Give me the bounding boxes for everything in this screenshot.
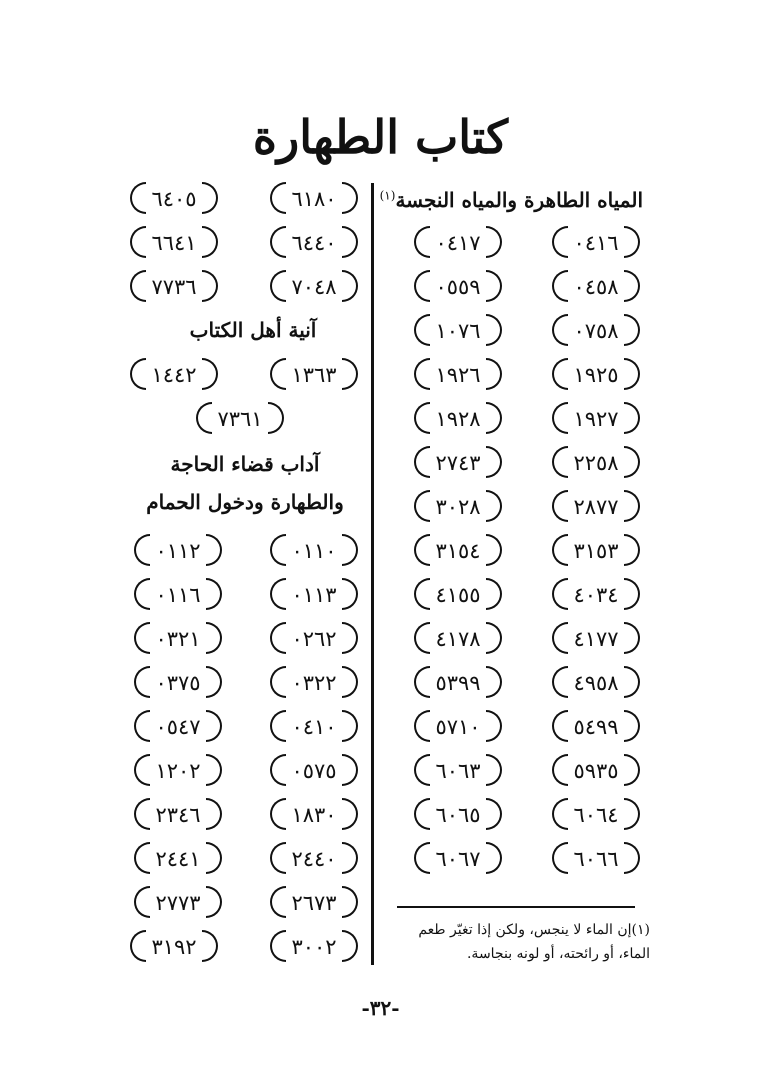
ref-item: ٢٣٤٦: [134, 798, 222, 832]
footnote-rule: [397, 906, 635, 908]
ref-item: ٦٠٦٦: [552, 842, 640, 876]
ref-item: ٠٤١٦: [552, 226, 640, 260]
right-column-heading: [380, 188, 643, 212]
page-number: -٣٢-: [361, 996, 400, 1020]
ref-item: ٢٤٤١: [134, 842, 222, 876]
ref-item: ١٩٢٨: [414, 402, 502, 436]
ref-item: ٣٠٢٨: [414, 490, 502, 524]
ref-item: ٦٠٦٥: [414, 798, 502, 832]
ref-item: ٠١١٢: [134, 534, 222, 568]
footnote: [392, 918, 650, 966]
ref-item: ٢٢٥٨: [552, 446, 640, 480]
book-title: كتاب الطهارة: [252, 110, 509, 164]
ref-item: ٧٠٤٨: [270, 270, 358, 304]
ref-item: ٤٠٣٤: [552, 578, 640, 612]
ref-item: ٧٣٦١: [196, 402, 284, 436]
ref-item: ٤١٧٨: [414, 622, 502, 656]
ref-item: ٠٢٦٢: [270, 622, 358, 656]
ref-item: ١٩٢٦: [414, 358, 502, 392]
ref-item: ٧٧٣٦: [130, 270, 218, 304]
ref-item: ٥٧١٠: [414, 710, 502, 744]
ref-item: ٦٠٦٣: [414, 754, 502, 788]
ref-item: ٢٧٤٣: [414, 446, 502, 480]
ref-item: ٣١٩٢: [130, 930, 218, 964]
ref-item: ٤١٥٥: [414, 578, 502, 612]
section-heading: آنية أهل الكتاب: [189, 318, 317, 342]
ref-item: ٥٩٣٥: [552, 754, 640, 788]
ref-item: ٢٧٧٣: [134, 886, 222, 920]
section-heading: آداب قضاء الحاجة: [170, 452, 320, 476]
ref-item: ١٩٢٧: [552, 402, 640, 436]
ref-item: ٢٤٤٠: [270, 842, 358, 876]
ref-item: ٠٥٧٥: [270, 754, 358, 788]
ref-item: ٤١٧٧: [552, 622, 640, 656]
ref-item: ٠١١٦: [134, 578, 222, 612]
ref-item: ٢٨٧٧: [552, 490, 640, 524]
ref-item: ٣١٥٤: [414, 534, 502, 568]
ref-item: ٦٠٦٧: [414, 842, 502, 876]
footnote-marker: (١): [379, 188, 396, 203]
ref-item: ٠٥٥٩: [414, 270, 502, 304]
footnote-line: الماء، أو رائحته، أو لونه بنجاسة.: [466, 946, 650, 962]
ref-item: ١٣٦٣: [270, 358, 358, 392]
ref-item: ٠٤١٧: [414, 226, 502, 260]
ref-item: ٠٥٤٧: [134, 710, 222, 744]
ref-item: ٦٤٤٠: [270, 226, 358, 260]
ref-item: ١٩٢٥: [552, 358, 640, 392]
ref-item: ٠٣٢٢: [270, 666, 358, 700]
ref-item: ٤٩٥٨: [552, 666, 640, 700]
ref-item: ١٨٣٠: [270, 798, 358, 832]
ref-item: ٦٠٦٤: [552, 798, 640, 832]
ref-item: ٣٠٠٢: [270, 930, 358, 964]
ref-item: ٥٤٩٩: [552, 710, 640, 744]
ref-item: ٦٤٠٥: [130, 182, 218, 216]
ref-item: ٠٤١٠: [270, 710, 358, 744]
ref-item: ١٢٠٢: [134, 754, 222, 788]
section-heading: والطهارة ودخول الحمام: [146, 490, 344, 514]
ref-item: ١٠٧٦: [414, 314, 502, 348]
ref-item: ٣١٥٣: [552, 534, 640, 568]
ref-item: ٠١١٣: [270, 578, 358, 612]
right-heading-text: المياه الطاهرة والمياه النجسة: [395, 188, 643, 212]
ref-item: ٦٦٤١: [130, 226, 218, 260]
ref-item: ٠٣٢١: [134, 622, 222, 656]
ref-item: ٠٧٥٨: [552, 314, 640, 348]
ref-item: ٦١٨٠: [270, 182, 358, 216]
footnote-line: (١)إن الماء لا ينجس، ولكن إذا تغيّر طعم: [418, 922, 650, 938]
ref-item: ٠٤٥٨: [552, 270, 640, 304]
ref-item: ٢٦٧٣: [270, 886, 358, 920]
ref-item: ٠٣٧٥: [134, 666, 222, 700]
column-divider: [371, 183, 374, 965]
ref-item: ٠١١٠: [270, 534, 358, 568]
ref-item: ٥٣٩٩: [414, 666, 502, 700]
ref-item: ١٤٤٢: [130, 358, 218, 392]
